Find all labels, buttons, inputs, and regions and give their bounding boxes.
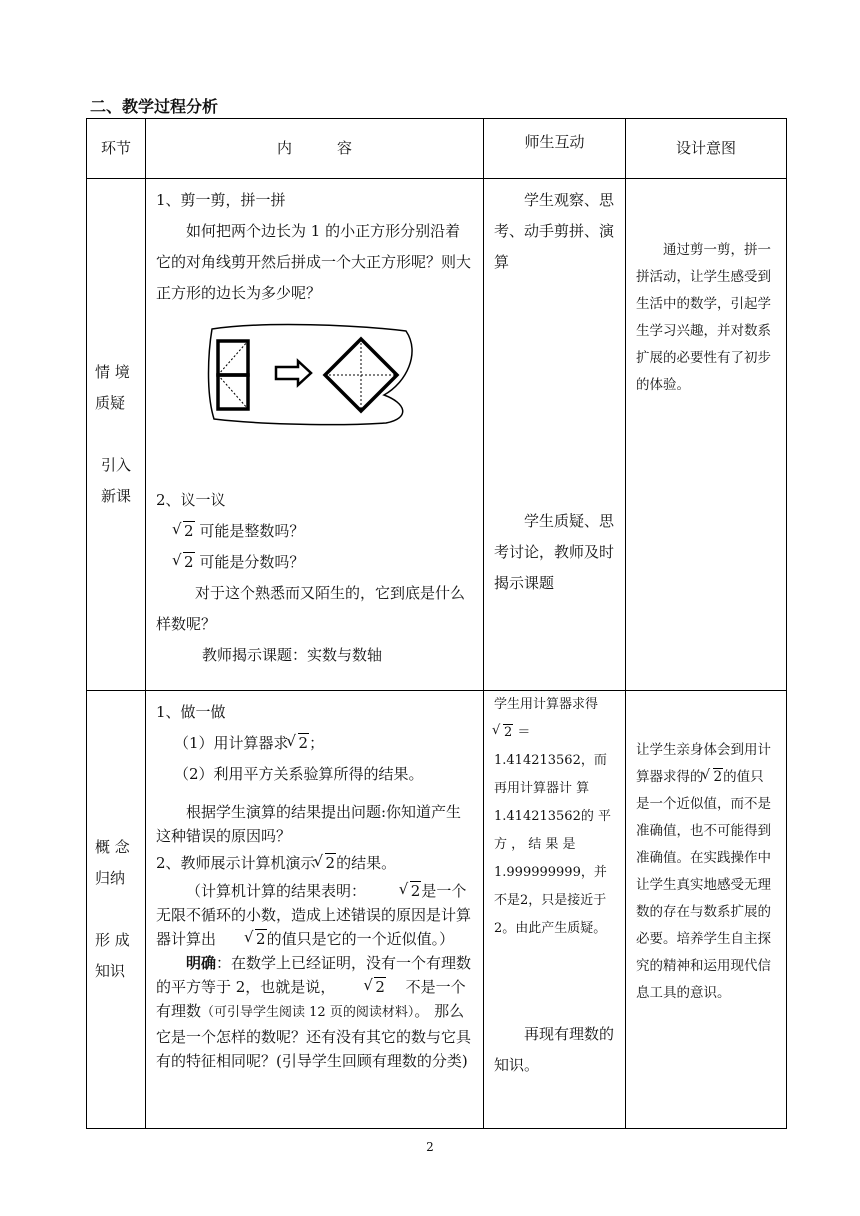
clarification-text: 明确：在数学上已经证明，没有一个有理数的平方等于 2，也就是说，√ 2 不是一个有理数（可引导学生阅读 12 页的阅读材料）。 那么它是一个怎样的数呢？还有没有其它的数与它具有的特征相同呢？(引导学生回顾有理数的分类) bbox=[156, 951, 473, 1073]
question-text: 对于这个熟悉而又陌生的，它到底是什么样数呢？ bbox=[156, 584, 466, 633]
question-text: 根据学生演算的结果提出问题:你知道产生这种错误的原因吗？ bbox=[156, 803, 462, 845]
stage-line: 归纳 bbox=[95, 869, 126, 887]
table-row bbox=[87, 691, 787, 1129]
header-content: 内 容 bbox=[146, 119, 484, 179]
instruction-line: （1）用计算器求√ 2； bbox=[156, 728, 473, 759]
interaction-cell bbox=[484, 179, 626, 691]
stage-line: 形 成 bbox=[95, 931, 130, 949]
intent-text: 通过剪一剪，拼一拼活动，让学生感受到生活中的数学，引起学生学习兴趣，并对数系扩展的必要性有了初步的体验。 bbox=[636, 242, 771, 393]
section-heading: 二、教学过程分析 bbox=[90, 97, 219, 116]
sqrt-symbol: √ 2 bbox=[174, 547, 195, 578]
sqrt-symbol: √ 2 bbox=[216, 927, 267, 951]
instruction-line: （2）利用平方关系验算所得的结果。 bbox=[174, 765, 424, 783]
intent-cell bbox=[626, 179, 787, 691]
interaction-text: 学生观察、思考、动手剪拼、演算 bbox=[494, 191, 615, 271]
stage-line: 情 境 bbox=[95, 363, 130, 381]
lesson-table bbox=[86, 118, 787, 1129]
interaction-text: 学生用计算器求得 √ 2 ＝ 1.414213562，而再用计算器计 算 1.414213562的 平 方 ， 结 果 是1.999999999，并不是2，只是接近于2。由此产生质疑。 bbox=[494, 691, 619, 943]
page-number: 2 bbox=[426, 1140, 434, 1154]
content-cell bbox=[146, 179, 484, 691]
content-cell bbox=[146, 691, 484, 1129]
stage-line: 质疑 bbox=[95, 394, 126, 412]
subsection-title: 2、议一议 bbox=[156, 491, 226, 509]
problem-text: 如何把两个边长为 1 的小正方形分别沿着它的对角线剪开然后拼成一个大正方形呢？则大正方形的边长为多少呢？ bbox=[156, 222, 472, 302]
sqrt-symbol: √ 2 bbox=[316, 848, 337, 879]
question-line: √ 2 可能是分数吗？ bbox=[156, 547, 473, 578]
stage-line: 引入 bbox=[101, 456, 132, 474]
interaction-text: 再现有理数的知识。 bbox=[494, 1025, 615, 1074]
sqrt-symbol: √ 2 bbox=[704, 764, 724, 791]
sqrt-symbol: √ 2 bbox=[174, 516, 195, 547]
header-interaction: 师生互动 bbox=[484, 119, 626, 179]
intent-cell bbox=[626, 691, 787, 1129]
header-stage: 环节 bbox=[87, 119, 146, 179]
interaction-text: 学生质疑、思考讨论，教师及时揭示课题 bbox=[494, 512, 615, 592]
table-row bbox=[87, 179, 787, 691]
sqrt-symbol: √ 2 bbox=[494, 719, 513, 747]
intent-text: 让学生亲身体会到用计算器求得的√ 2的值只是一个近似值，而不是准确值，也不可能得到准确值。在实践操作中让学生真实地感受无理数的存在与数系扩展的必要。培养学生自主探究的精神和运用现代信息工具的意识。 bbox=[636, 737, 776, 1007]
sqrt-symbol: √ 2 bbox=[371, 879, 422, 903]
stage-line: 新课 bbox=[101, 487, 132, 505]
stage-line: 知识 bbox=[95, 962, 126, 980]
stage-line: 概 念 bbox=[95, 838, 130, 856]
sqrt-symbol: √ 2 bbox=[289, 728, 310, 759]
header-intent: 设计意图 bbox=[626, 119, 787, 179]
explanation-text: （计算机计算的结果表明： √ 2是一个无限不循环的小数，造成上述错误的原因是计算器计算出√ 2的值只是它的一个近似值。） bbox=[156, 879, 473, 951]
topic-reveal: 教师揭示课题：实数与数轴 bbox=[202, 646, 383, 664]
subsection-title: 2、教师展示计算机演示√ 2的结果。 bbox=[156, 848, 473, 879]
cut-and-assemble-figure bbox=[206, 323, 416, 428]
question-line: √ 2 可能是整数吗？ bbox=[156, 516, 473, 547]
stage-cell bbox=[87, 691, 146, 1129]
sqrt-symbol: √ 2 bbox=[335, 975, 386, 999]
stage-cell bbox=[87, 179, 146, 691]
subsection-title: 1、剪一剪，拼一拼 bbox=[156, 191, 286, 209]
subsection-title: 1、做一做 bbox=[156, 703, 226, 721]
interaction-cell bbox=[484, 691, 626, 1129]
table-header-row bbox=[87, 119, 787, 179]
